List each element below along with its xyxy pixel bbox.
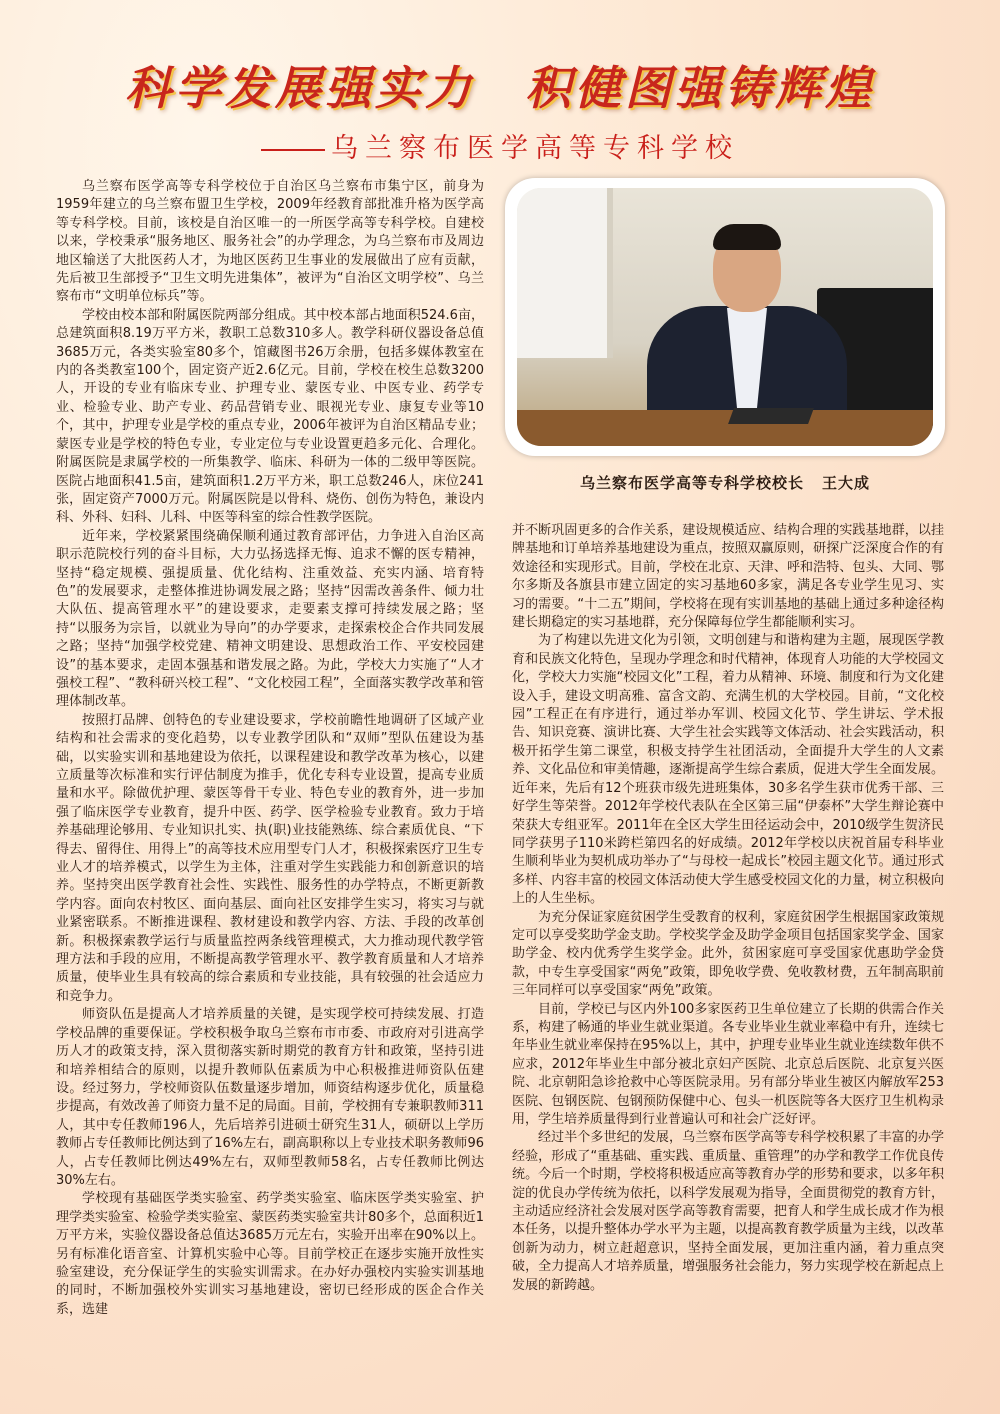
paragraph: 并不断巩固更多的合作关系，建设规模适应、结构合理的实践基地群，以挂牌基地和订单培养基地建设为重点，按照双赢原则，研探广泛深度合作的有效途径和实现形式。目前，学校在北京、天津、呼和浩特、包头、大同、鄂尔多斯及各旗县市建立固定的实习基地60多家，满足各专业学生见习、实习的需要。“十二五”期间，学校将在现有实训基地的基础上通过多种途径构建长期稳定的实习基地群，充分保障每位学生都能顺利实习。: [512, 523, 944, 631]
photo-caption: [505, 472, 945, 493]
paragraph: 学校现有基础医学类实验室、药学类实验室、临床医学类实验室、护理学类实验室、检验学类实验室、蒙医药类实验室共计80多个，总面积近1万平方米，实验仪器设备总值达3685万元左右，实验开出率在90%以上。另有标准化语音室、计算机实验中心等。目前学校正在逐步实施开放性实验室建设，充分保证学生的实验实训需求。在办好办强校内实验实训基地的同时，不断加强校外实训实习基地建设，密切已经形成的医企合作关系，选建: [56, 1191, 484, 1317]
paragraph: 按照打品牌、创特色的专业建设要求，学校前瞻性地调研了区域产业结构和社会需求的变化趋势，以专业教学团队和“双师”型队伍建设为基础，以实验实训和基地建设为依托，以课程建设和教学改革为核心，以建立质量等次标准和实行评估制度为推手，优化专科专业设置，提高专业质量和水平。除做优护理、蒙医等骨干专业、特色专业的教育外，进一步加强了临床医学专业教育，提升中医、药学、医学检验专业教育。致力于培养基础理论够用、专业知识扎实、执(职)业技能熟练、综合素质优良、“下得去、留得住、用得上”的高等技术应用型专门人才，积极探索医疗卫生专业人才的培养模式，以学生为主体，注重对学生实践能力和创新意识的培养。坚持突出医学教育社会性、实践性、服务性的办学特点，不断更新教学内容。面向农村牧区、面向基层、面向社区安排学生实习，将实习与就业紧密联系。不断推进课程、教材建设和教学内容、方法、手段的改革创新。积极探索教学运行与质量监控两条线管理模式，大力推动现代教学管理方法和手段的应用，不断提高教学管理水平、教学教育质量和人才培养质量，使毕业生具有较高的综合素质和专业技能，具有较强的社会适应力和竞争力。: [56, 712, 484, 1004]
page-subtitle: [0, 126, 1000, 165]
caption-name: 王大成: [822, 474, 871, 492]
principal-photo-frame: [505, 178, 945, 456]
paragraph: 为充分保证家庭贫困学生受教育的权利，家庭贫困学生根据国家政策规定可以享受奖助学金支助。学校奖学金及助学金项目包括国家奖学金、国家助学金、校内优秀学生奖学金。此外，贫困家庭可享受国家优惠助学金贷款，中专生享受国家“两免”政策，即免收学费、免收教材费，五年制高职前三年同样可以享受国家“两免”政策。: [512, 909, 944, 999]
photo-keyboard: [728, 408, 814, 424]
paragraph: 经过半个多世纪的发展，乌兰察布医学高等专科学校积累了丰富的办学经验，形成了“重基础、重实践、重质量、重管理”的办学和教学工作优良传统。今后一个时期，学校将积极适应高等教育办学的形势和要求，以多年积淀的优良办学传统为依托，以科学发展观为指导，全面贯彻党的教育方针，主动适应经济社会发展对医学高等教育需要，把育人和学生成长成才作为根本任务，以提升整体办学水平为主题，以提高教育教学质量为主线，以改革创新为动力，树立赶超意识，坚持全面发展，更加注重内涵，着力重点突破，全力提高人才培养质量，增强服务社会能力，努力实现学校在新起点上发展的新跨越。: [512, 1130, 944, 1293]
photo-desk: [517, 410, 933, 446]
article-right-column: [512, 522, 944, 1378]
page-title: 科学发展强实力 积健图强铸辉煌: [125, 61, 875, 115]
photo-window: [517, 188, 613, 358]
paragraph: 目前，学校已与区内外100多家医药卫生单位建立了长期的供需合作关系，构建了畅通的毕业生就业渠道。各专业毕业生就业率稳中有升，连续七年毕业生就业率保持在95%以上，其中，护理专业毕业生就业连续数年供不应求，2012年毕业生中部分被北京妇产医院、北京总后医院、北京复兴医院、北京朝阳急诊抢救中心等医院录用。另有部分毕业生被区内解放军253医院、包钢医院、包钢预防保健中心、包头一机医院等各大医疗卫生机构录用，学生培养质量得到行业普遍认可和社会广泛好评。: [512, 1001, 944, 1127]
paragraph: 为了构建以先进文化为引领，文明创建与和谐构建为主题，展现医学教育和民族文化特色，呈现办学理念和时代精神，体现育人功能的大学校园文化，学校大力实施“校园文化”工程，着力从精神、环境、制度和行为文化建设入手，建设文明高雅、富含文韵、充满生机的大学校园。目前，“文化校园”工程正在有序进行，通过举办军训、校园文化节、学生讲坛、学术报告、知识竞赛、演讲比赛、大学生社会实践等文体活动、社会实践活动，积极开拓学生第二课堂，积极支持学生社团活动，全面提升大学生的人文素养、文化品位和审美情趣，逐渐提高学生综合素质，促进大学生全面发展。近年来，先后有12个班获市级先进班集体，30多名学生获市优秀干部、三好学生等荣誉。2012年学校代表队在全区第三届“伊泰杯”大学生辩论赛中荣获大专组亚军。2011年在全区大学生田径运动会中，2010级学生贺济民同学获男子110米跨栏第四名的好成绩。2012年学校以庆祝首届专科毕业生顺利毕业为契机成功举办了“与母校一起成长”校园主题文化节。通过形式多样、内容丰富的校园文体活动使大学生感受校园文化的力量，树立积极向上的人生坐标。: [512, 633, 944, 907]
principal-photo: [517, 188, 933, 446]
subtitle-text: 乌兰察布医学高等专科学校: [331, 133, 739, 164]
paragraph: 近年来，学校紧紧围绕确保顺利通过教育部评估，力争进入自治区高职示范院校行列的奋斗目标，大力弘扬选择无悔、追求不懈的医专精神，坚持“稳定规模、强提质量、优化结构、注重效益、充实内涵、培育特色”的发展要求，走整体推进协调发展之路；坚持“因需改善条件、倾力壮大队伍、提高管理水平”的建设要求，走要素支撑可持续发展之路；坚持“以服务为宗旨，以就业为导向”的办学要求，走探索校企合作共同发展之路；坚持“加强学校党建、精神文明建设、思想政治工作、平安校园建设”的基本要求，走固本强基和谐发展之路。为此，学校大力实施了“人才强校工程”、“教科研兴校工程”、“文化校园工程”，全面落实教学改革和管理体制改革。: [56, 528, 484, 710]
paragraph: 师资队伍是提高人才培养质量的关键，是实现学校可持续发展、打造学校品牌的重要保证。学校积极争取乌兰察布市市委、市政府对引进高学历人才的政策支持，深入贯彻落实新时期党的教育方针和政策，坚持引进和培养相结合的原则，以提升教师队伍素质为中心积极推进师资队伍建设。经过努力，学校师资队伍数量逐步增加，师资结构逐步优化，质量稳步提高，有效改善了师资力量不足的局面。目前，学校拥有专兼职教师311人，其中专任教师196人，先后培养引进硕士研究生31人，硕研以上学历教师占专任教师比例达到了16%左右，副高职称以上专业技术职务教师96人，占专任教师比例达49%左右，双师型教师58名，占专任教师比例达30%左右。: [56, 1007, 484, 1188]
paragraph: 学校由校本部和附属医院两部分组成。其中校本部占地面积524.6亩，总建筑面积8.19万平方米，教职工总数310多人。教学科研仪器设备总值3685万元，各类实验室80多个，馆藏图书26万余册，包括多媒体教室在内的各类教室100个，固定资产近2.6亿元。目前，学校在校生总数3200人，开设的专业有临床专业、护理专业、蒙医专业、中医专业、药学专业、检验专业、助产专业、药品营销专业、眼视光专业、康复专业等10个，其中，护理专业是学校的重点专业，2006年被评为自治区精品专业；蒙医专业是学校的特色专业，专业定位与专业设置更趋多元化、合理化。附属医院是隶属学校的一所集教学、临床、科研为一体的二级甲等医院。医院占地面积41.5亩，建筑面积1.2万平方米，职工总数246人，床位241张，固定资产7000万元。附属医院是以骨科、烧伤、创伤为特色，兼设内科、外科、妇科、儿科、中医等科室的综合性教学医院。: [56, 307, 484, 526]
subtitle-dash: [261, 149, 325, 151]
photo-hair: [713, 224, 781, 250]
caption-role: 乌兰察布医学高等专科学校校长: [579, 474, 804, 492]
article-left-column: [56, 178, 484, 1378]
paragraph: 乌兰察布医学高等专科学校位于自治区乌兰察布市集宁区，前身为1959年建立的乌兰察布盟卫生学校，2009年经教育部批准升格为医学高等专科学校。目前，该校是自治区唯一的一所医学高等专科学校。自建校以来，学校秉承“服务地区、服务社会”的办学理念，为乌兰察布市及周边地区输送了大批医药人才，为地区医药卫生事业的发展做出了应有贡献，先后被卫生部授予“卫生文明先进集体”，被评为“自治区文明学校”、乌兰察布市“文明单位标兵”等。: [56, 179, 484, 305]
